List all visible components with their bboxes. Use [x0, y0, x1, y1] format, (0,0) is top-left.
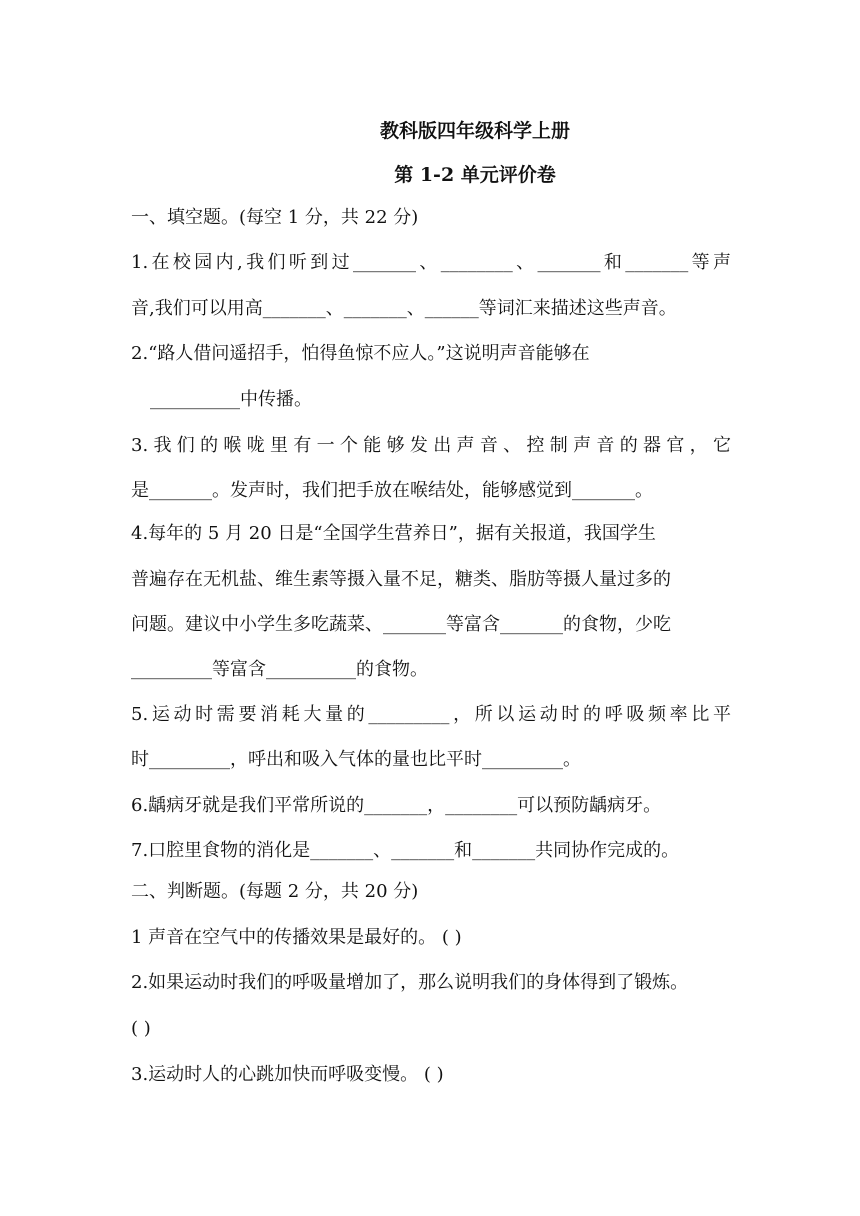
question-3-line-1: 3.我们的喉咙里有一个能够发出声音、控制声音的器官，它: [131, 435, 731, 456]
question-5-line-1: 5.运动时需要消耗大量的_________，所以运动时的呼吸频率比平: [131, 704, 731, 725]
question-5-line-2: 时_________，呼出和吸入气体的量也比平时_________。: [131, 749, 581, 770]
tf-question-2-line-2: ( ): [131, 1018, 151, 1039]
question-1-line-2: 音,我们可以用高_______、_______、______等词汇来描述这些声音。: [131, 298, 677, 319]
question-2-line-1: 2.“路人借问遥招手，怕得鱼惊不应人。”这说明声音能够在: [131, 343, 590, 364]
question-7: 7.口腔里食物的消化是_______、_______和_______共同协作完成的。: [131, 840, 680, 861]
question-6: 6.龋病牙就是我们平常所说的_______，________可以预防龋病牙。: [131, 795, 662, 816]
tf-question-2-line-1: 2.如果运动时我们的呼吸量增加了，那么说明我们的身体得到了锻炼。: [131, 972, 689, 993]
section-heading-true-false: 二、判断题。(每题 2 分，共 20 分): [131, 881, 419, 902]
question-3-line-2: 是_______。发声时，我们把手放在喉结处，能够感觉到_______。: [131, 480, 653, 501]
tf-question-3: 3.运动时人的心跳加快而呼吸变慢。 ( ): [131, 1064, 444, 1085]
page-title: 教科版四年级科学上册: [379, 120, 570, 142]
question-4-line-4: _________等富含__________的食物。: [131, 659, 428, 680]
section-heading-fill-blank: 一、填空题。(每空 1 分，共 22 分): [131, 207, 419, 228]
question-4-line-2: 普遍存在无机盐、维生素等摄入量不足，糖类、脂肪等摄人量过多的: [131, 569, 671, 590]
page-subtitle: 第 1-2 单元评价卷: [394, 164, 556, 186]
tf-question-1: 1 声音在空气中的传播效果是最好的。 ( ): [131, 927, 462, 948]
question-4-line-1: 4.每年的 5 月 20 日是“全国学生营养日”，据有关报道，我国学生: [131, 523, 656, 544]
question-4-line-3: 问题。建议中小学生多吃蔬菜、_______等富含_______的食物，少吃: [131, 614, 671, 635]
question-2-line-2: __________中传播。: [150, 389, 312, 410]
question-1-line-1: 1.在校园内,我们听到过_______、________、_______和_______等声: [131, 252, 731, 273]
